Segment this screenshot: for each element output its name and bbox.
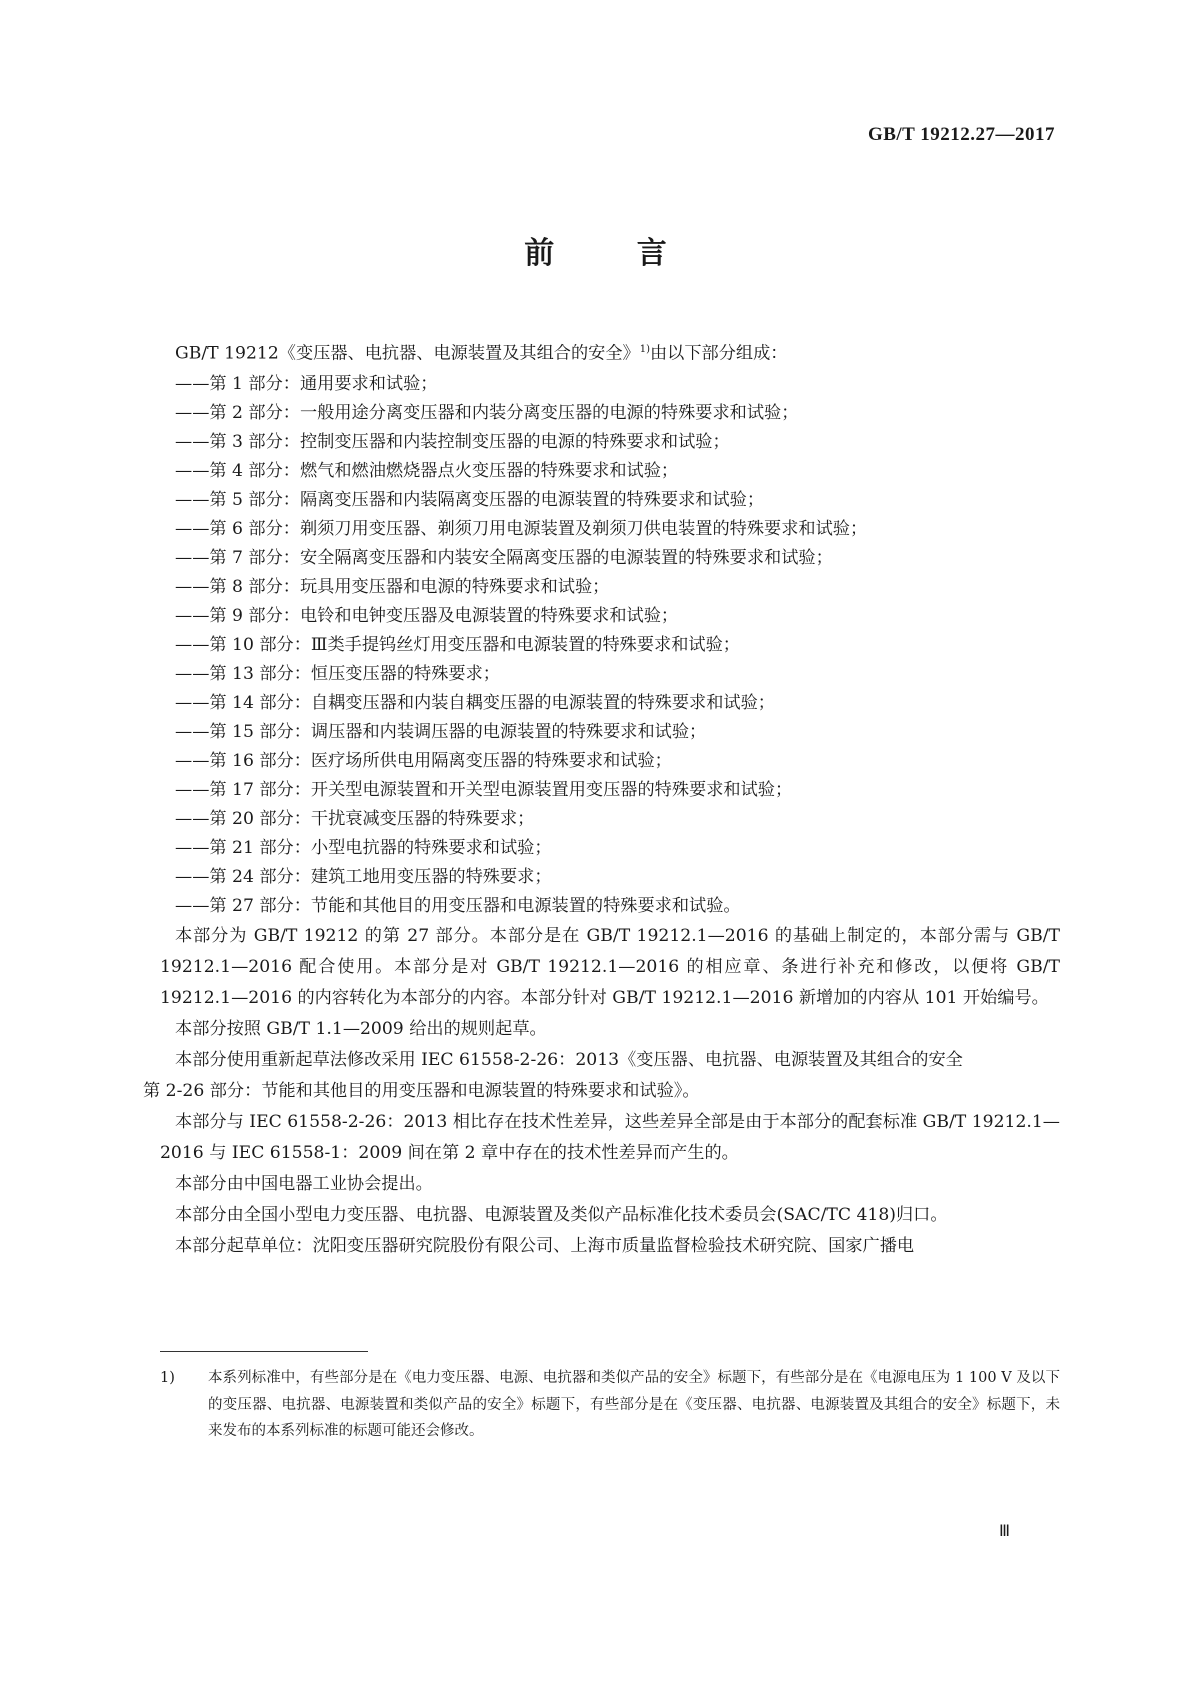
paragraph-drafters: 本部分起草单位：沈阳变压器研究院股份有限公司、上海市质量监督检验技术研究院、国家广播电 <box>175 1235 915 1256</box>
paragraph-scope: 本部分为 GB/T 19212 的第 27 部分。本部分是在 GB/T 19212.1—2016 的基础上制定的，本部分需与 GB/T 19212.1—2016 配合使用。本部分是对 GB/T 19212.1—2016 的相应章、条进行补充和修改，以便将 GB/T 19212.1—2016 的内容转化为本部分的内容。本部分针对 GB/T 19212.1—2016 新增加的内容从 101 开始编号。 <box>160 925 1060 1008</box>
part-item: ——第 15 部分：调压器和内装调压器的电源装置的特殊要求和试验； <box>175 721 707 742</box>
parts-list <box>160 370 1060 921</box>
paragraph-proposer: 本部分由中国电器工业协会提出。 <box>175 1173 433 1194</box>
intro-text: GB/T 19212《变压器、电抗器、电源装置及其组合的安全》 <box>175 343 640 364</box>
part-item: ——第 8 部分：玩具用变压器和电源的特殊要求和试验； <box>175 576 610 597</box>
part-item: ——第 5 部分：隔离变压器和内装隔离变压器的电源装置的特殊要求和试验； <box>175 489 765 510</box>
page-title: 前 言 <box>524 236 703 271</box>
part-item: ——第 20 部分：干扰衰减变压器的特殊要求； <box>175 808 535 829</box>
footnote-separator <box>160 1351 368 1352</box>
part-item: ——第 6 部分：剃须刀用变压器、剃须刀用电源装置及剃须刀供电装置的特殊要求和试验； <box>175 518 868 539</box>
part-item: ——第 14 部分：自耦变压器和内装自耦变压器的电源装置的特殊要求和试验； <box>175 692 775 713</box>
intro-tail: 由以下部分组成： <box>649 343 788 364</box>
footnote-mark: 1) <box>160 1370 175 1386</box>
part-item: ——第 27 部分：节能和其他目的用变压器和电源装置的特殊要求和试验。 <box>175 895 741 916</box>
part-item: ——第 1 部分：通用要求和试验； <box>175 373 438 394</box>
part-item: ——第 2 部分：一般用途分离变压器和内装分离变压器的电源的特殊要求和试验； <box>175 402 799 423</box>
part-item: ——第 3 部分：控制变压器和内装控制变压器的电源的特殊要求和试验； <box>175 431 730 452</box>
standard-number: GB/T 19212.27—2017 <box>867 124 1055 145</box>
part-item: ——第 13 部分：恒压变压器的特殊要求； <box>175 663 500 684</box>
paragraph-differences: 本部分与 IEC 61558-2-26：2013 相比存在技术性差异，这些差异全部是由于本部分的配套标准 GB/T 19212.1—2016 与 IEC 61558-1：2009 间在第 2 章中存在的技术性差异而产生的。 <box>160 1111 1060 1163</box>
paragraph-adoption <box>143 1045 1060 1107</box>
page-number: Ⅲ <box>998 1523 1010 1540</box>
footnote-text: 本系列标准中，有些部分是在《电力变压器、电源、电抗器和类似产品的安全》标题下，有些部分是在《电源电压为 1 100 V 及以下的变压器、电抗器、电源装置和类似产品的安全》标题下，有些部分是在《变压器、电抗器、电源装置及其组合的安全》标题下，未来发布的本系列标准的标题可能还会修改。 <box>208 1370 1060 1439</box>
paragraph-committee: 本部分由全国小型电力变压器、电抗器、电源装置及类似产品标准化技术委员会(SAC/TC 418)归口。 <box>175 1204 948 1225</box>
intro-paragraph <box>175 335 1060 369</box>
part-item: ——第 9 部分：电铃和电钟变压器及电源装置的特殊要求和试验； <box>175 605 679 626</box>
part-item: ——第 16 部分：医疗场所供电用隔离变压器的特殊要求和试验； <box>175 750 672 771</box>
part-item: ——第 4 部分：燃气和燃油燃烧器点火变压器的特殊要求和试验； <box>175 460 679 481</box>
adoption-line-1: 本部分使用重新起草法修改采用 IEC 61558-2-26：2013《变压器、电抗器、电源装置及其组合的安全 <box>175 1049 963 1070</box>
part-item: ——第 7 部分：安全隔离变压器和内装安全隔离变压器的电源装置的特殊要求和试验； <box>175 547 833 568</box>
part-item: ——第 10 部分：Ⅲ类手提钨丝灯用变压器和电源装置的特殊要求和试验； <box>175 634 740 655</box>
part-item: ——第 21 部分：小型电抗器的特殊要求和试验； <box>175 837 552 858</box>
part-item: ——第 24 部分：建筑工地用变压器的特殊要求； <box>175 866 552 887</box>
adoption-line-2: 第 2-26 部分：节能和其他目的用变压器和电源装置的特殊要求和试验》。 <box>143 1080 700 1101</box>
footnote-ref: 1) <box>639 344 650 355</box>
paragraph-drafting-rules: 本部分按照 GB/T 1.1—2009 给出的规则起草。 <box>175 1018 547 1039</box>
body-text <box>143 335 1060 1262</box>
footnote <box>160 1365 1060 1445</box>
part-item: ——第 17 部分：开关型电源装置和开关型电源装置用变压器的特殊要求和试验； <box>175 779 793 800</box>
